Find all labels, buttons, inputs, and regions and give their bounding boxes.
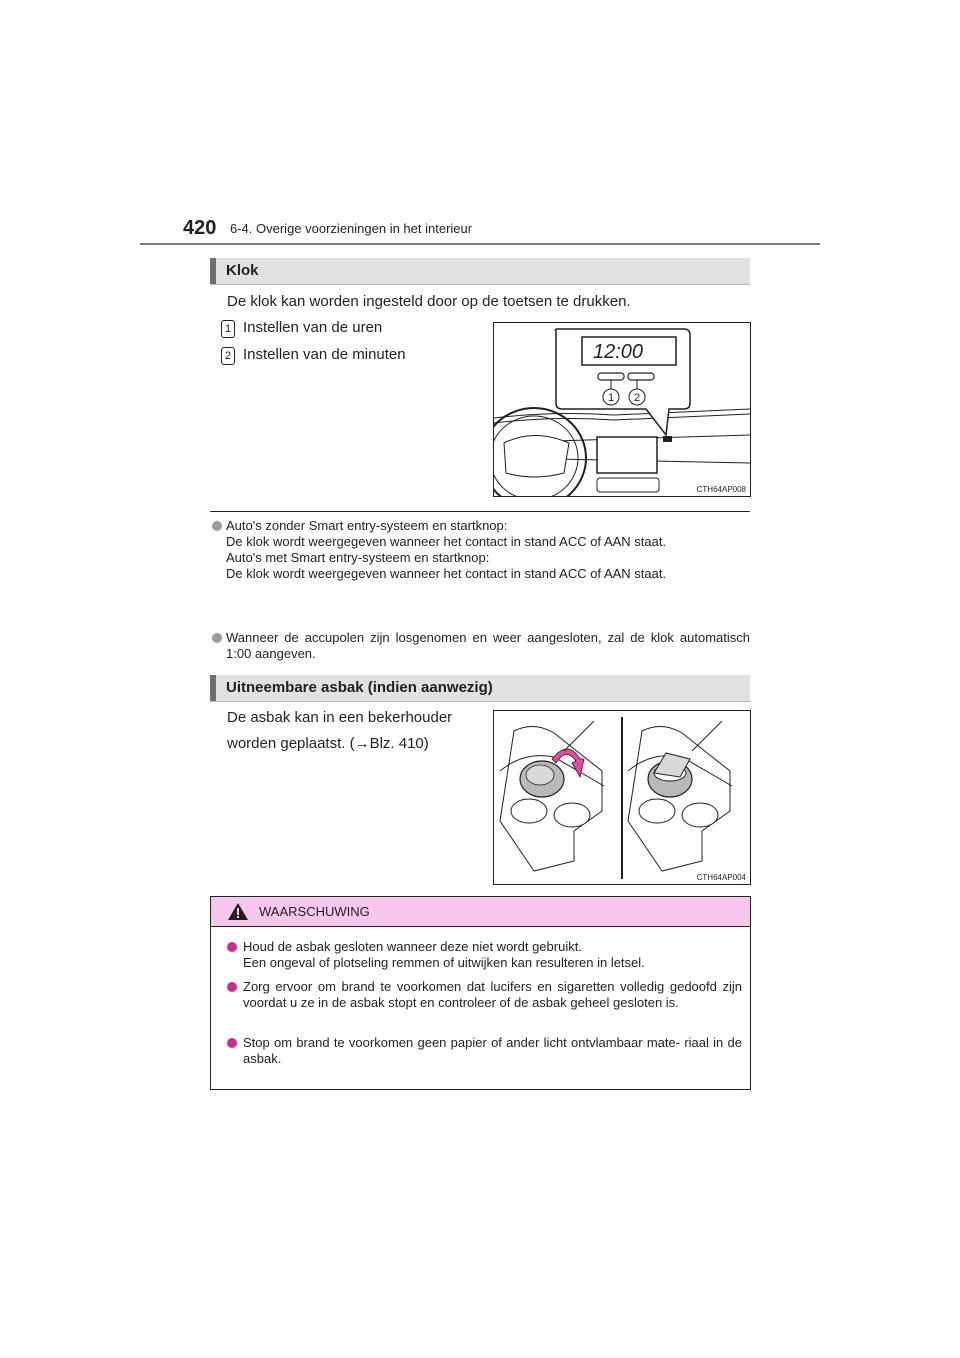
cupholder-drawing: [494, 711, 750, 884]
note-line: De klok wordt weergegeven wanneer het contact in stand ACC of AAN staat.: [226, 566, 667, 581]
chapter-title: 6-4. Overige voorzieningen in het interieur: [230, 221, 473, 236]
section-header-ashtray: [210, 675, 750, 702]
notes-divider: [210, 511, 750, 512]
bullet-icon: [227, 1038, 237, 1048]
section-header-klok: [210, 258, 750, 285]
item-number-badge: 2: [221, 347, 235, 365]
bullet-icon: [227, 982, 237, 992]
clock-intro: De klok kan worden ingesteld door op de toetsen te drukken.: [227, 293, 631, 310]
warning-item: [243, 1035, 742, 1067]
note-line: Wanneer de accupolen zijn losgenomen en weer aangesloten, zal de klok automatisch 1:00 aangeven.: [226, 630, 750, 661]
warning-text: Houd de asbak gesloten wanneer deze niet wordt gebruikt.: [243, 939, 582, 954]
warning-title: WAARSCHUWING: [259, 904, 370, 919]
note-line: Auto's met Smart entry-systeem en startknop:: [226, 550, 490, 565]
warning-text: Een ongeval of plotseling remmen of uitwijken kan resulteren in letsel.: [243, 955, 645, 970]
ashtray-text-line: De asbak kan in een bekerhouder: [227, 709, 453, 726]
page-number: 420: [183, 217, 217, 239]
warning-text: Zorg ervoor om brand te voorkomen dat lucifers en sigaretten volledig gedoofd zijn voordat u ze in de asbak stopt en controleer of de asbak geheel gesloten is.: [243, 979, 742, 1010]
section-accent: [210, 258, 216, 284]
item-label-hours: Instellen van de uren: [243, 319, 383, 336]
callout-number: 1: [607, 392, 615, 404]
ashtray-illustration: [493, 710, 751, 885]
warning-item: [243, 939, 742, 971]
clock-illustration: [493, 322, 751, 497]
item-number-badge: 1: [221, 320, 235, 338]
note-line: Auto's zonder Smart entry-systeem en startknop:: [226, 518, 508, 533]
dashboard-drawing: [494, 323, 750, 496]
warning-item: [243, 979, 742, 1011]
section-title: Klok: [226, 262, 259, 279]
header-rule: [140, 243, 820, 245]
note-item: [226, 518, 750, 582]
warning-box: [210, 896, 751, 1090]
figure-code: CTH64AP004: [696, 873, 746, 882]
item-label-minutes: Instellen van de minuten: [243, 346, 406, 363]
figure-code: CTH64AP008: [696, 485, 746, 494]
bullet-icon: [212, 521, 222, 531]
section-accent: [210, 675, 216, 701]
warning-triangle-icon: [227, 902, 249, 921]
bullet-icon: [212, 633, 222, 643]
section-title: Uitneembare asbak (indien aanwezig): [226, 679, 493, 696]
warning-text: Stop om brand te voorkomen geen papier of ander licht ontvlambaar mate- riaal in de asbak.: [243, 1035, 742, 1066]
ashtray-text-line: worden geplaatst. (→Blz. 410): [227, 735, 429, 752]
bullet-icon: [227, 942, 237, 952]
clock-display-time: 12:00: [592, 341, 644, 363]
note-line: De klok wordt weergegeven wanneer het contact in stand ACC of AAN staat.: [226, 534, 667, 549]
warning-header: [211, 897, 750, 927]
note-item: [226, 630, 750, 662]
callout-number: 2: [633, 392, 641, 404]
